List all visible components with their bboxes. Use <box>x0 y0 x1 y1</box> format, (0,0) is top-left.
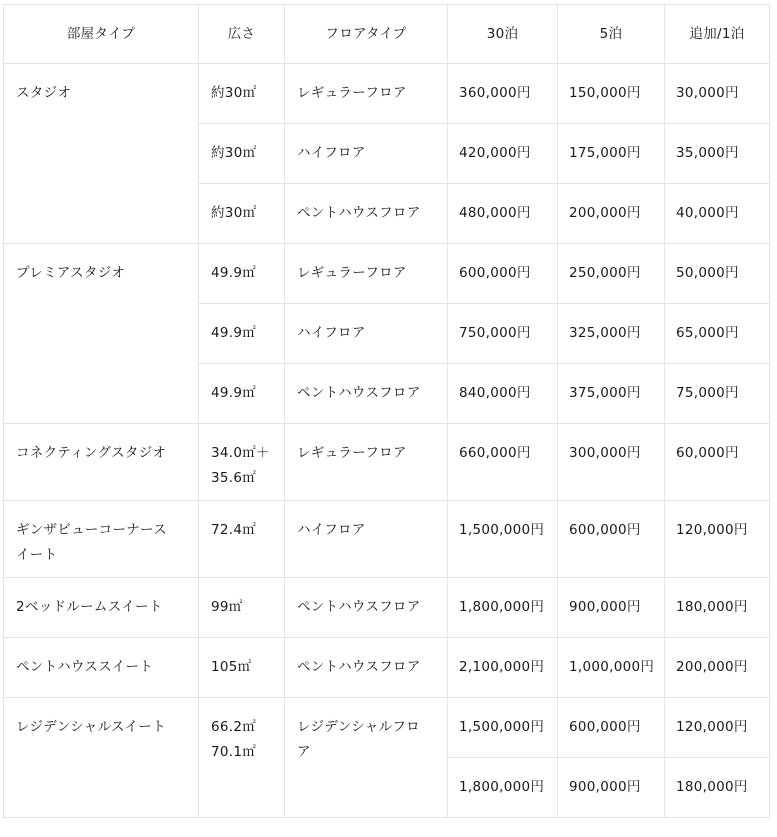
table-row <box>4 698 770 758</box>
size-cell: 49.9㎡ <box>199 364 285 424</box>
price-30-cell: 600,000円 <box>448 244 558 304</box>
floor-cell: ペントハウスフロア <box>285 578 448 638</box>
room-type-cell: レジデンシャルスイート <box>4 698 199 818</box>
price-30-cell: 1,800,000円 <box>448 758 558 818</box>
size-cell: 49.9㎡ <box>199 304 285 364</box>
price-5-cell: 300,000円 <box>558 424 665 501</box>
header-30-nights: 30泊 <box>448 5 558 64</box>
room-type-cell: コネクティングスタジオ <box>4 424 199 501</box>
table-row <box>4 64 770 124</box>
size-cell: 約30㎡ <box>199 64 285 124</box>
price-30-cell: 840,000円 <box>448 364 558 424</box>
header-row <box>4 5 770 64</box>
price-5-cell: 600,000円 <box>558 698 665 758</box>
table-row <box>4 578 770 638</box>
room-type-cell: スタジオ <box>4 64 199 244</box>
size-line: 66.2㎡ <box>211 719 257 735</box>
price-extra-cell: 35,000円 <box>665 124 770 184</box>
price-30-cell: 1,800,000円 <box>448 578 558 638</box>
price-extra-cell: 120,000円 <box>665 698 770 758</box>
room-type-cell: ペントハウススイート <box>4 638 199 698</box>
floor-cell: ペントハウスフロア <box>285 638 448 698</box>
price-extra-cell: 75,000円 <box>665 364 770 424</box>
floor-cell: ペントハウスフロア <box>285 364 448 424</box>
size-cell: 72.4㎡ <box>199 501 285 578</box>
price-extra-cell: 120,000円 <box>665 501 770 578</box>
price-5-cell: 375,000円 <box>558 364 665 424</box>
floor-cell: レギュラーフロア <box>285 424 448 501</box>
size-cell: 約30㎡ <box>199 124 285 184</box>
price-extra-cell: 60,000円 <box>665 424 770 501</box>
size-line: 70.1㎡ <box>211 744 257 760</box>
price-30-cell: 1,500,000円 <box>448 698 558 758</box>
size-cell <box>199 424 285 501</box>
room-type-line: ギンザビューコーナース <box>16 522 167 538</box>
price-extra-cell: 50,000円 <box>665 244 770 304</box>
price-30-cell: 420,000円 <box>448 124 558 184</box>
price-5-cell: 600,000円 <box>558 501 665 578</box>
floor-cell <box>285 698 448 818</box>
size-cell <box>199 698 285 818</box>
floor-cell: レギュラーフロア <box>285 244 448 304</box>
room-type-cell <box>4 501 199 578</box>
header-extra-night: 追加/1泊 <box>665 5 770 64</box>
price-30-cell: 660,000円 <box>448 424 558 501</box>
size-cell: 99㎡ <box>199 578 285 638</box>
price-30-cell: 1,500,000円 <box>448 501 558 578</box>
table-row <box>4 638 770 698</box>
price-extra-cell: 180,000円 <box>665 578 770 638</box>
room-type-cell: 2ベッドルームスイート <box>4 578 199 638</box>
floor-line: レジデンシャルフロ <box>297 719 420 735</box>
table-row <box>4 244 770 304</box>
size-line: 34.0㎡＋ <box>211 445 270 461</box>
price-5-cell: 200,000円 <box>558 184 665 244</box>
price-extra-cell: 65,000円 <box>665 304 770 364</box>
floor-cell: ペントハウスフロア <box>285 184 448 244</box>
price-extra-cell: 180,000円 <box>665 758 770 818</box>
header-room-type: 部屋タイプ <box>4 5 199 64</box>
table-row <box>4 424 770 501</box>
size-cell: 105㎡ <box>199 638 285 698</box>
price-table <box>3 4 770 818</box>
price-extra-cell: 30,000円 <box>665 64 770 124</box>
price-30-cell: 480,000円 <box>448 184 558 244</box>
room-type-line: イート <box>16 547 58 563</box>
price-30-cell: 2,100,000円 <box>448 638 558 698</box>
price-5-cell: 900,000円 <box>558 578 665 638</box>
price-extra-cell: 200,000円 <box>665 638 770 698</box>
header-size: 広さ <box>199 5 285 64</box>
floor-cell: レギュラーフロア <box>285 64 448 124</box>
price-5-cell: 1,000,000円 <box>558 638 665 698</box>
floor-line: ア <box>297 744 311 760</box>
header-floor-type: フロアタイプ <box>285 5 448 64</box>
price-30-cell: 360,000円 <box>448 64 558 124</box>
price-5-cell: 325,000円 <box>558 304 665 364</box>
price-5-cell: 150,000円 <box>558 64 665 124</box>
table-row <box>4 501 770 578</box>
price-5-cell: 250,000円 <box>558 244 665 304</box>
room-type-cell: プレミアスタジオ <box>4 244 199 424</box>
floor-cell: ハイフロア <box>285 501 448 578</box>
price-30-cell: 750,000円 <box>448 304 558 364</box>
floor-cell: ハイフロア <box>285 304 448 364</box>
floor-cell: ハイフロア <box>285 124 448 184</box>
price-5-cell: 175,000円 <box>558 124 665 184</box>
header-5-nights: 5泊 <box>558 5 665 64</box>
size-cell: 約30㎡ <box>199 184 285 244</box>
size-cell: 49.9㎡ <box>199 244 285 304</box>
price-extra-cell: 40,000円 <box>665 184 770 244</box>
size-line: 35.6㎡ <box>211 470 257 486</box>
price-5-cell: 900,000円 <box>558 758 665 818</box>
